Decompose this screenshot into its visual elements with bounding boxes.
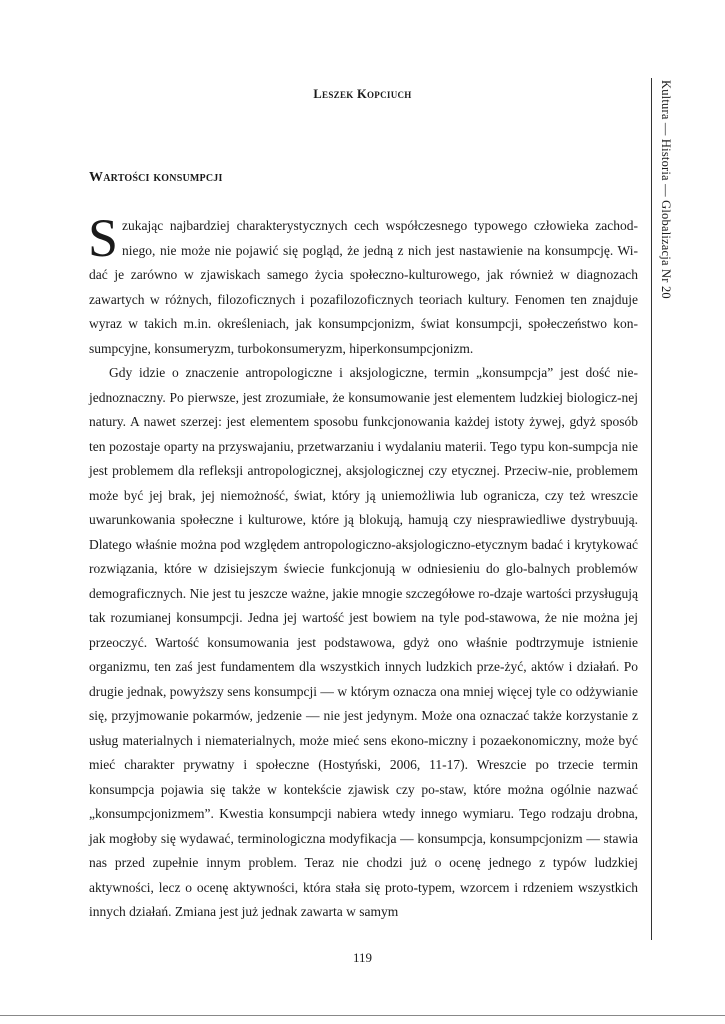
paragraph-1-text: zukając najbardziej charakterystycznych cech współczesnego typowego człowieka zachod-niego, nie może nie pojawić się pogląd, że jedną z nich jest nastawienie na konsumpcję. Wi-dać je zarówno w zjawiskach samego życia społeczno-kulturowego, jak również w diagnozach zawartych w różnych, filozoficznych i pozafilozoficznych teoriach kultury. Fenomen ten znajduje wyraz w takich m.in. określeniach, jak konsumpcjonizm, świat konsumpcji, społeczeństwo kon-sumpcyjne, konsumeryzm, turbokonsumeryzm, hiperkonsumpcjonizm.	[89, 218, 638, 356]
paragraph-1	[88, 208, 638, 361]
page-bottom-edge	[0, 1015, 725, 1016]
author-name: Leszek Kopciuch	[313, 87, 412, 101]
paragraph-2: Gdy idzie o znaczenie antropologiczne i aksjologiczne, termin „konsumpcja” jest dość nie-jednoznaczny. Po pierwsze, jest zrozumiałe, że konsumowanie jest elementem ludzkiej biologicz-nej natury. A nawet szerzej: jest elementem sposobu funkcjonowania każdej istoty żywej, gdyż sposób ten pozostaje oparty na przyswajaniu, przetwarzaniu i wydalaniu materii. Tego typu kon-sumpcja nie jest problemem dla refleksji antropologicznej, aksjologicznej czy etycznej. Przeciw-nie, problemem może być jej brak, jej niemożność, świat, który ją uniemożliwia lub ogranicza, czy też wreszcie uwarunkowania społeczne i kulturowe, które ją blokują, hamują czy niesprawiedliwe dystrybuują. Dlatego właśnie można pod względem antropologiczno-aksjologiczno-etycznym badać i krytykować rozwiązania, które w dzisiejszym świecie funkcjonują w odniesieniu do glo-balnych problemów demograficznych. Nie jest tu jeszcze ważne, jakie mnogie szczegółowe ro-dzaje wartości przysługują tak rozumianej konsumpcji. Jedna jej wartość jest bowiem na tyle pod-stawowa, że nie można jej przeoczyć. Wartość konsumowania jest podstawowa, gdyż ono właśnie podtrzymuje istnienie organizmu, ten zaś jest fundamentem dla wszystkich innych ludzkich prze-żyć, aktów i działań. Po drugie jednak, powyższy sens konsumpcji — w którym oznacza ona mniej więcej tyle co odżywianie się, przyjmowanie pokarmów, jedzenie — nie jest jedynym. Może ona oznaczać także korzystanie z usług materialnych i niematerialnych, może mieć sens ekono-miczny i pozaekonomiczny, może być mieć charakter prywatny i społeczne (Hostyński, 2006, 11-17). Wreszcie po trzecie termin konsumpcja pojawia się także w kontekście zjawisk czy po-staw, które można ogólnie nazwać „konsumpcjonizmem”. Kwestia konsumpcji nabiera wtedy innego wymiaru. Tego rodzaju drobna, jak mogłoby się wydawać, terminologiczna modyfikacja — konsumpcja, konsumpcjonizm — stawia nas przed zupełnie innym problem. Teraz nie chodzi już o ocenę jednego z typów ludzkiej aktywności, lecz o ocenę aktywności, która stała się proto-typem, wzorcem i rdzeniem wszystkich innych działań. Zmiana jest już jednak zawarta w samym	[89, 365, 638, 919]
drop-cap: S	[88, 208, 119, 268]
article-body	[88, 208, 638, 925]
journal-running-head: Kultura — Historia — Globalizacja Nr 20	[659, 80, 673, 299]
page-number: 119	[352, 950, 373, 965]
sidebar-divider	[651, 78, 652, 940]
article-title: Wartości konsumpcji	[89, 170, 223, 185]
